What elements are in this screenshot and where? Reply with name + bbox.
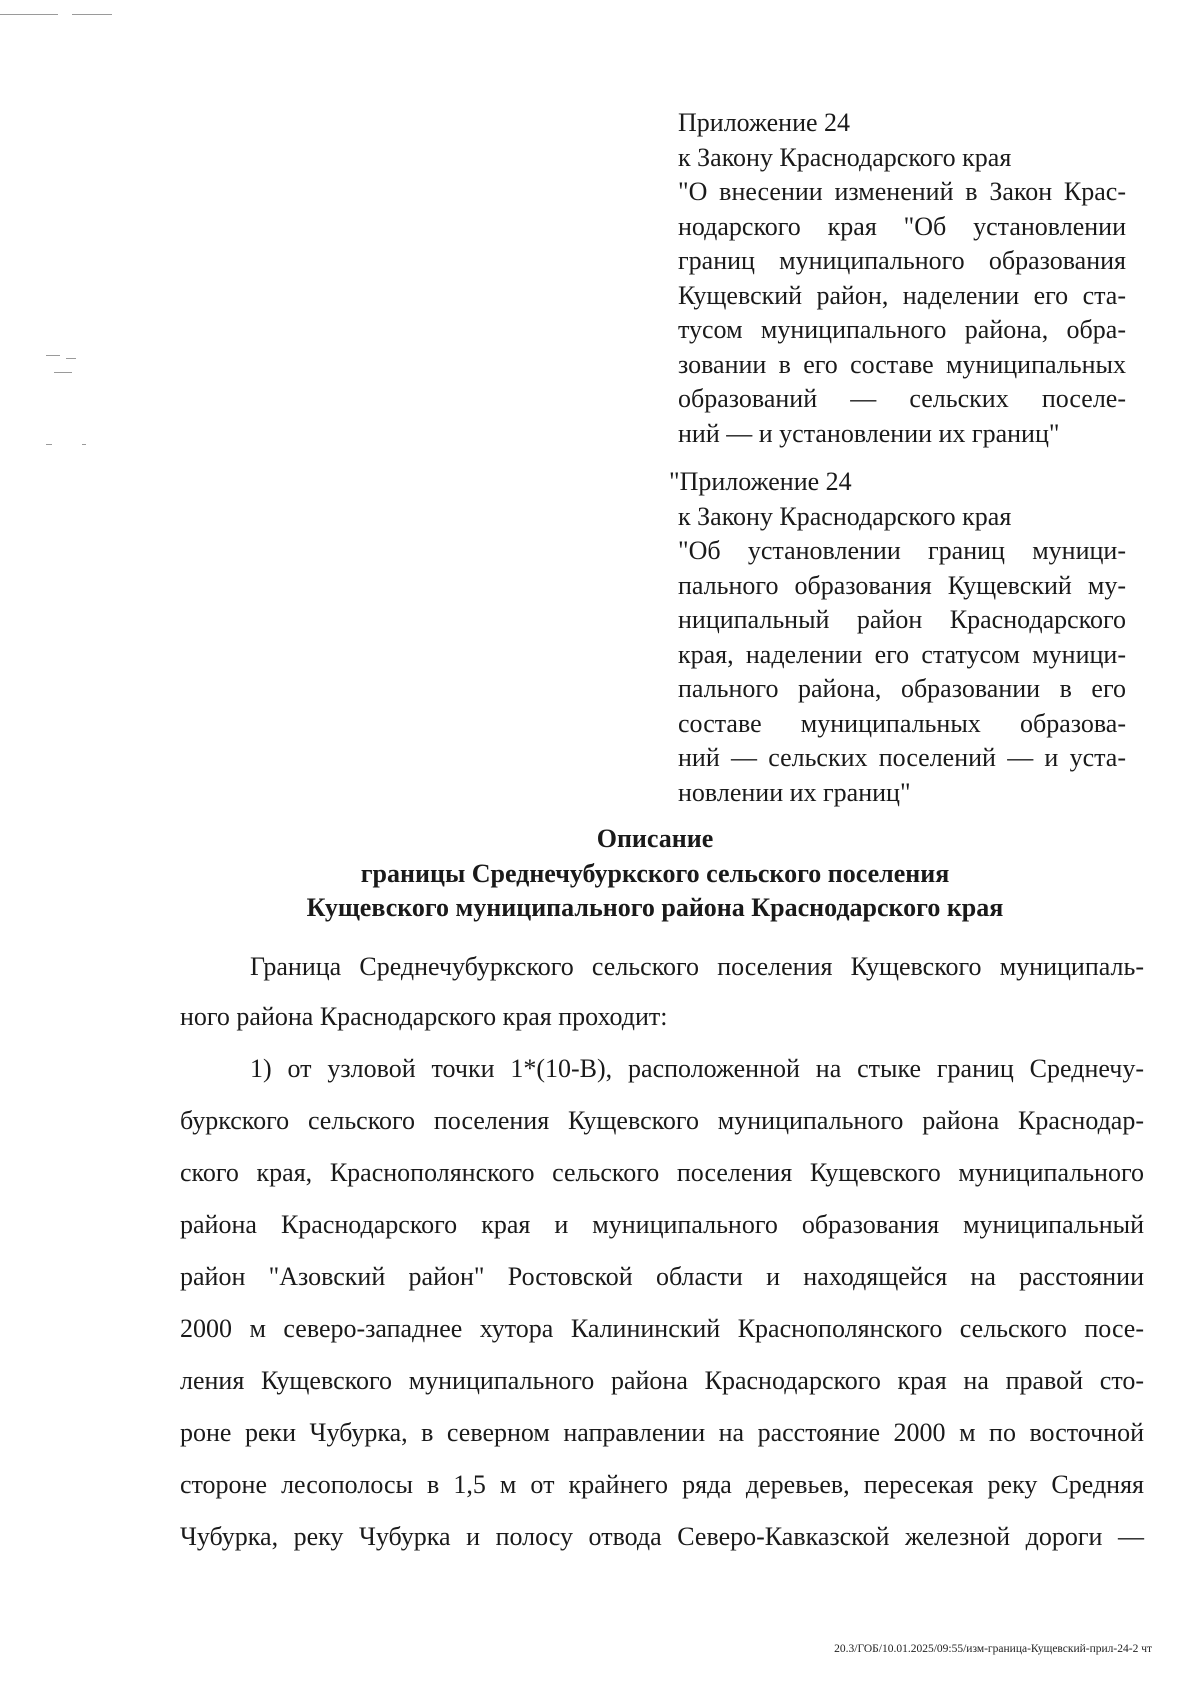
annex-line: нодарского края "Об установлении	[678, 211, 1126, 241]
body-line: Граница Среднечубуркского сельского поселения Кущевского муниципаль-	[250, 952, 1144, 981]
annex-line: ний — сельских поселений — и уста-	[678, 743, 1126, 772]
body-line: ского края, Краснополянского сельского поселения Кущевского муниципального	[180, 1158, 1144, 1187]
annex-line: ниципальный район Краснодарского	[678, 605, 1126, 634]
annex-line: к Закону Краснодарского края	[678, 142, 1012, 172]
title-line: Описание	[596, 824, 714, 853]
annex-line: границ муниципального образования	[678, 246, 1126, 275]
annex-line: пального образования Кущевский му-	[678, 570, 1126, 600]
annex-line: Приложение 24	[678, 108, 851, 137]
body-line: район "Азовский район" Ростовской области и находящейся на расстоянии	[180, 1262, 1144, 1291]
body-line: роне реки Чубурка, в северном направлении на расстояние 2000 м по восточной	[180, 1418, 1144, 1447]
annex-line: "О внесении изменений в Закон Крас-	[678, 177, 1126, 206]
annex-line: к Закону Краснодарского края	[678, 501, 1012, 531]
document-footer-code: 20.3/ГОБ/10.01.2025/09:55/изм-граница-Кущевский-прил-24-2 чт	[834, 1643, 1152, 1655]
annex-line: тусом муниципального района, обра-	[678, 315, 1126, 344]
body-line: 2000 м северо-западнее хутора Калининский Краснополянского сельского посе-	[180, 1314, 1144, 1343]
body-line: ления Кущевского муниципального района Краснодарского края на правой сто-	[180, 1366, 1144, 1395]
annex-line: "Приложение 24	[669, 467, 852, 496]
title-line: границы Среднечубуркского сельского поселения	[360, 858, 950, 888]
annex-line: зовании в его составе муниципальных	[678, 349, 1126, 379]
annex-original-heading	[669, 465, 1126, 810]
title-line: Кущевского муниципального района Краснодарского края	[306, 893, 1004, 922]
annex-line: Кущевский район, наделении его ста-	[678, 280, 1126, 310]
body-line: стороне лесополосы в 1,5 м от крайнего ряда деревьев, пересекая реку Средняя	[180, 1470, 1144, 1499]
annex-line: новлении их границ"	[678, 777, 911, 807]
body-line: Чубурка, реку Чубурка и полосу отвода Северо-Кавказской железной дороги —	[180, 1522, 1144, 1551]
annex-line: края, наделении его статусом муници-	[678, 639, 1126, 669]
annex-line: ний — и установлении их границ"	[678, 418, 1060, 448]
annex-line: образований — сельских поселе-	[678, 384, 1126, 413]
annex-line: пального района, образовании в его	[678, 674, 1126, 703]
body-line: района Краснодарского края и муниципального образования муниципальный	[180, 1210, 1144, 1239]
body-line: буркского сельского поселения Кущевского муниципального района Краснодар-	[180, 1106, 1144, 1135]
annex-line: составе муниципальных образова-	[678, 708, 1126, 738]
body-line: 1) от узловой точки 1*(10-В), расположенной на стыке границ Среднечу-	[250, 1054, 1144, 1083]
annex-line: "Об установлении границ муници-	[678, 536, 1126, 565]
document-title	[130, 822, 1180, 926]
body-line: ного района Краснодарского края проходит:	[180, 1002, 668, 1031]
annex-amendment-heading	[678, 106, 1126, 451]
